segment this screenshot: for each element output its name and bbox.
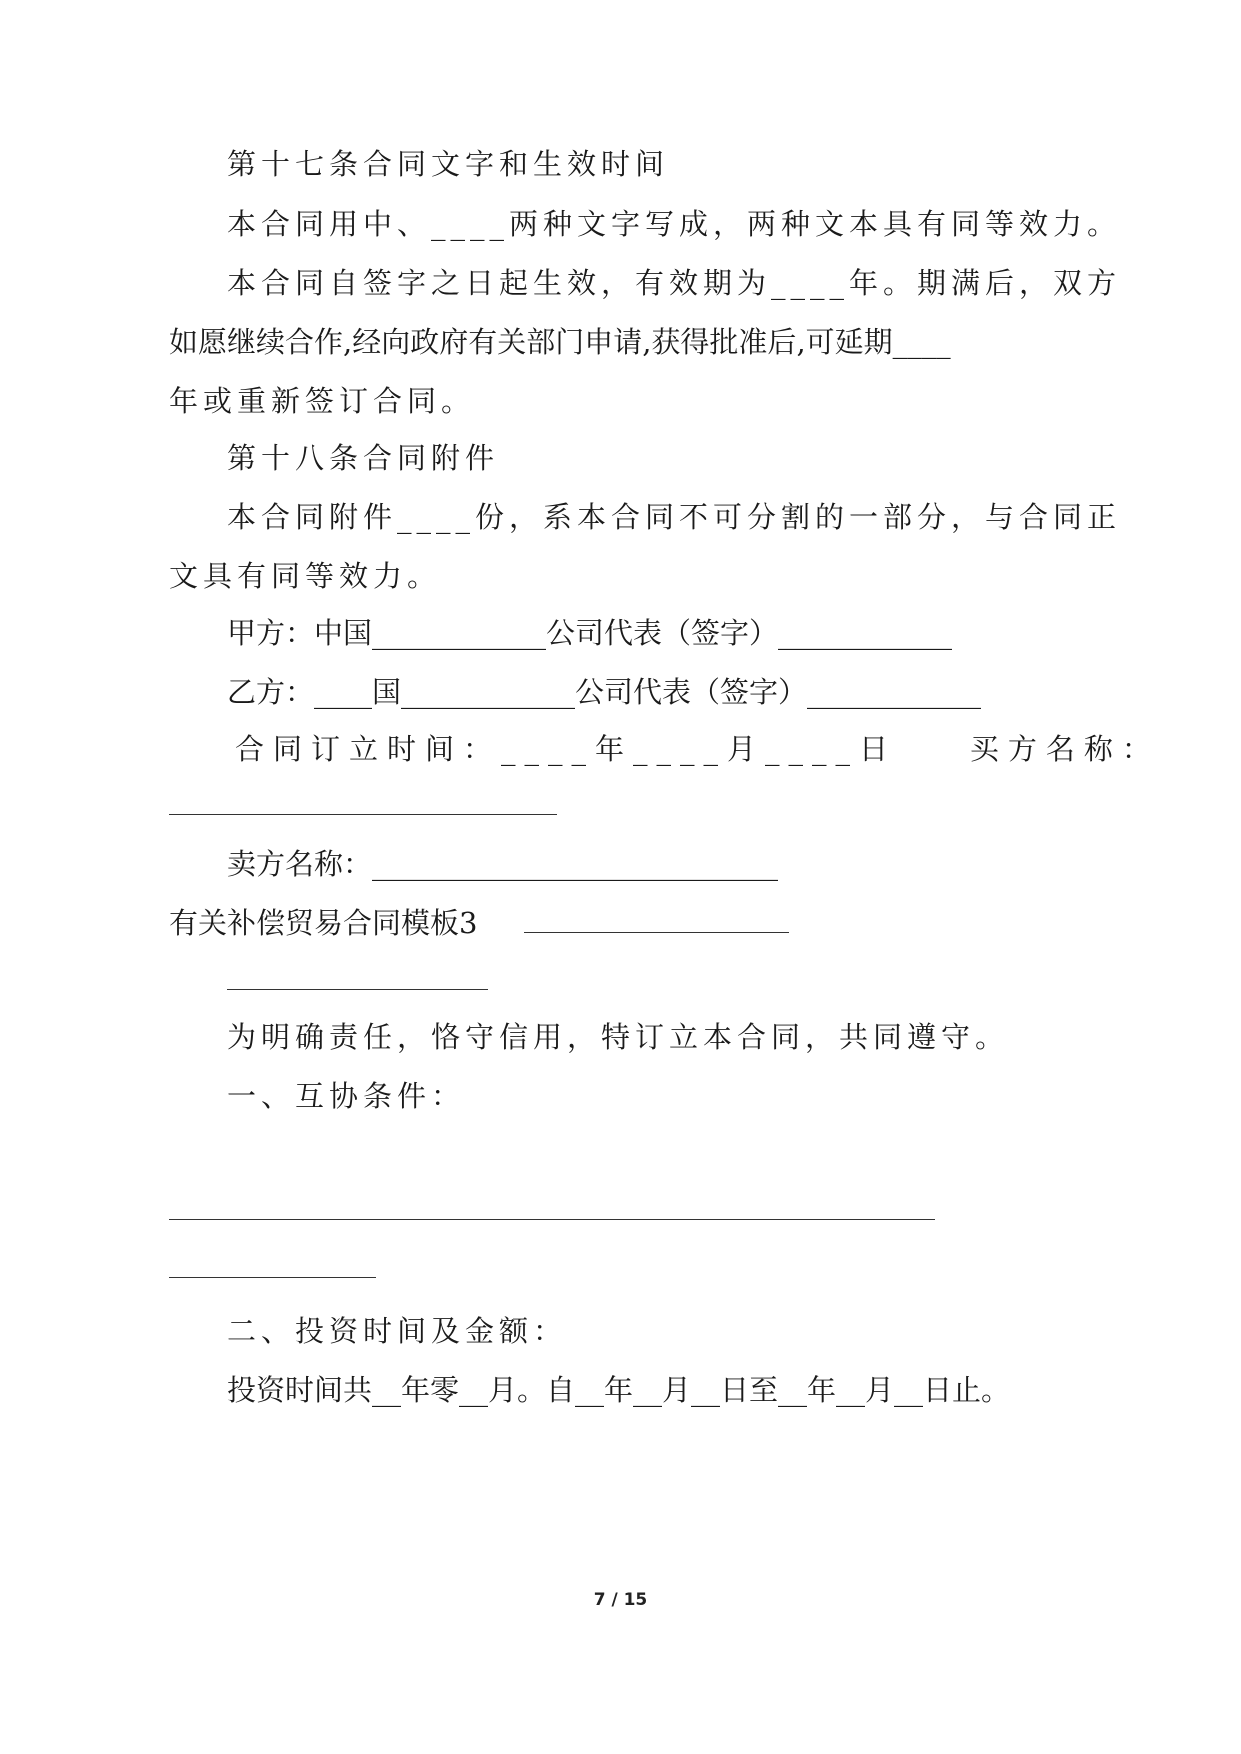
- title-blank-1: [524, 932, 789, 933]
- article-17-heading: 第十七条合同文字和生效时间: [227, 147, 670, 181]
- article-18-heading: 第十八条合同附件: [227, 441, 500, 475]
- article-18-paragraph-line-1: 本合同附件____份，系本合同不可分割的一部分，与合同正: [227, 500, 1122, 534]
- article-17-paragraph-2-line-2: 如愿继续合作,经向政府有关部门申请,获得批准后,可延期____: [169, 325, 951, 359]
- article-17-paragraph-2-line-1: 本合同自签字之日起生效，有效期为____年。期满后，双方: [227, 266, 1122, 300]
- contract-date-buyer-line: 合同订立时间：____年____月____日 买方名称：: [235, 732, 1160, 766]
- section-2-heading: 二、投资时间及金额：: [227, 1314, 568, 1348]
- template-3-title: 有关补偿贸易合同模板3: [169, 906, 478, 940]
- section-1-blank-line-1: [169, 1219, 935, 1220]
- preamble-paragraph: 为明确责任，恪守信用，特订立本合同，共同遵守。: [227, 1020, 1010, 1054]
- investment-period-line: 投资时间共__年零__月。自__年__月__日至__年__月__日止。: [227, 1373, 1011, 1407]
- section-1-blank-line-2: [169, 1277, 376, 1278]
- page-number: 7 / 15: [593, 1590, 648, 1610]
- seller-name-line: 卖方名称：____________________________: [227, 847, 779, 881]
- buyer-name-blank: [169, 814, 557, 815]
- article-17-paragraph-2-line-3: 年或重新签订合同。: [169, 384, 476, 418]
- section-1-heading: 一、互协条件：: [227, 1079, 466, 1113]
- article-17-paragraph-1: 本合同用中、____两种文字写成，两种文本具有同等效力。: [227, 207, 1122, 241]
- article-18-paragraph-line-2: 文具有同等效力。: [169, 559, 442, 593]
- title-blank-2: [227, 989, 488, 990]
- party-b-signature-line: 乙方：____国____________公司代表（签字）____________: [227, 675, 982, 709]
- party-a-signature-line: 甲方：中国____________公司代表（签字）____________: [227, 616, 953, 650]
